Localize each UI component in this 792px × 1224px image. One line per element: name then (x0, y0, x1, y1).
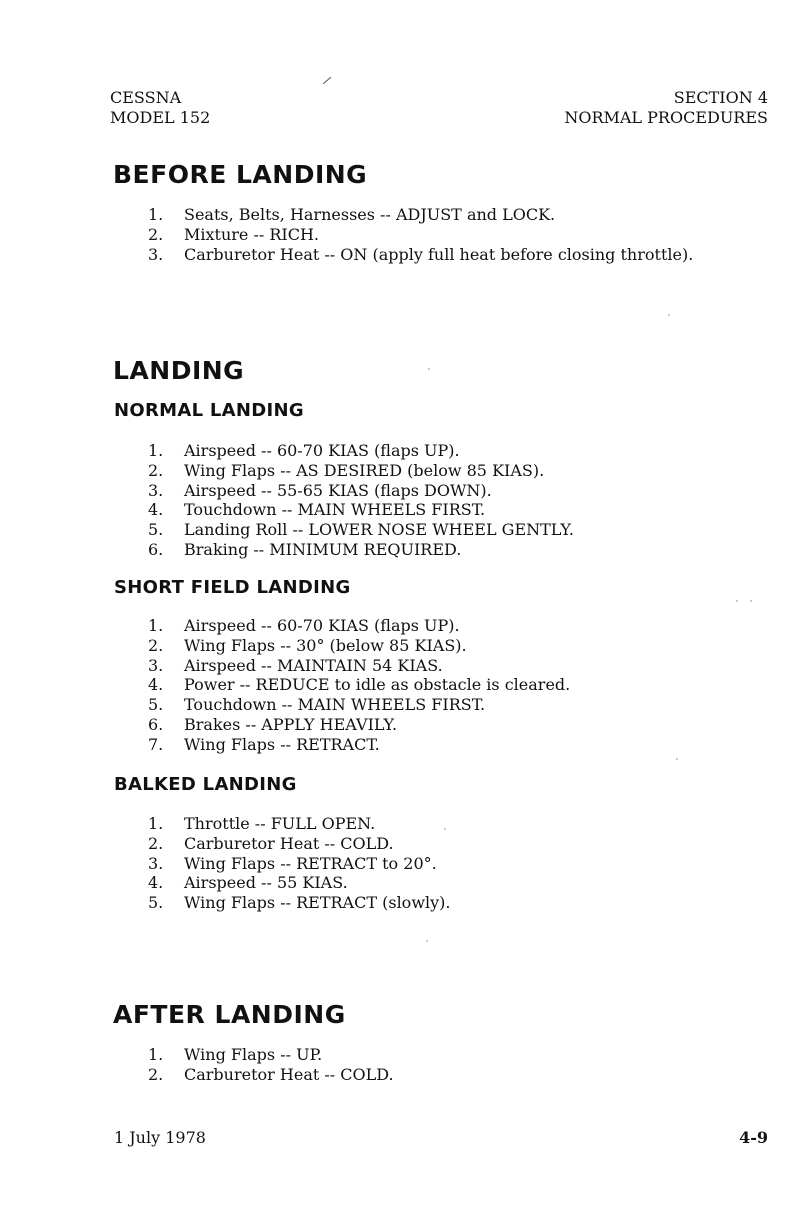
step-number: 3. (148, 655, 164, 675)
before-landing-heading: BEFORE LANDING (113, 160, 368, 189)
procedure-step (148, 735, 570, 755)
scan-speck (668, 314, 670, 316)
procedure-step (148, 245, 693, 265)
step-number: 7. (148, 734, 164, 754)
step-text: Wing Flaps -- RETRACT to 20°. (184, 853, 437, 873)
procedure-step (148, 636, 570, 656)
procedure-step (148, 656, 570, 676)
step-text: Mixture -- RICH. (184, 224, 320, 244)
header-right (564, 88, 768, 128)
procedure-step (148, 616, 570, 636)
step-number: 6. (148, 714, 164, 734)
step-number: 3. (148, 853, 164, 873)
step-number: 1. (148, 814, 164, 833)
procedure-step (148, 461, 574, 481)
step-number: 5. (148, 520, 164, 540)
procedure-step (148, 481, 574, 501)
step-text: Wing Flaps -- AS DESIRED (below 85 KIAS). (184, 460, 545, 480)
step-text: Landing Roll -- LOWER NOSE WHEEL GENTLY. (184, 520, 574, 540)
header-left (110, 88, 210, 128)
procedure-step (148, 441, 574, 461)
procedure-step (148, 520, 574, 540)
procedure-step (148, 715, 570, 735)
step-text: Wing Flaps -- RETRACT (slowly). (184, 893, 451, 913)
procedure-step (148, 893, 451, 913)
step-text: Braking -- MINIMUM REQUIRED. (184, 539, 462, 559)
step-text: Airspeed -- 60-70 KIAS (flaps UP). (184, 441, 460, 460)
procedure-step (148, 675, 570, 695)
balked-landing-heading: BALKED LANDING (114, 774, 297, 795)
header-model: MODEL 152 (110, 108, 211, 127)
procedure-step (148, 225, 693, 245)
scan-speck (426, 940, 428, 942)
header-manufacturer: CESSNA (110, 88, 182, 107)
step-text: Wing Flaps -- 30° (below 85 KIAS). (184, 635, 467, 655)
step-text: Carburetor Heat -- ON (apply full heat before closing throttle). (184, 244, 694, 264)
before-landing-list (148, 205, 693, 264)
step-number: 1. (148, 616, 164, 635)
step-text: Wing Flaps -- UP. (184, 1045, 323, 1064)
step-number: 1. (148, 441, 164, 460)
step-text: Airspeed -- 60-70 KIAS (flaps UP). (184, 616, 460, 635)
step-number: 4. (148, 500, 164, 520)
header-section: SECTION 4 (673, 88, 768, 107)
after-landing-list (148, 1045, 394, 1085)
step-text: Airspeed -- 55-65 KIAS (flaps DOWN). (184, 480, 492, 500)
normal-landing-list (148, 441, 574, 560)
scan-speck (444, 828, 446, 830)
step-number: 2. (148, 224, 164, 244)
step-number: 6. (148, 539, 164, 559)
short-field-landing-heading: SHORT FIELD LANDING (114, 577, 351, 598)
step-number: 4. (148, 873, 164, 893)
procedure-step (148, 873, 451, 893)
step-text: Power -- REDUCE to idle as obstacle is cleared. (184, 675, 571, 695)
step-number: 1. (148, 1045, 164, 1064)
landing-heading: LANDING (113, 356, 245, 385)
step-text: Touchdown -- MAIN WHEELS FIRST. (184, 695, 486, 715)
step-number: 2. (148, 1064, 164, 1084)
step-number: 3. (148, 480, 164, 500)
step-text: Airspeed -- 55 KIAS. (184, 873, 348, 893)
step-text: Touchdown -- MAIN WHEELS FIRST. (184, 500, 486, 520)
step-number: 2. (148, 833, 164, 853)
page-number: 4-9 (739, 1128, 768, 1147)
stray-mark (323, 77, 331, 84)
scan-speck (736, 600, 738, 602)
balked-landing-list (148, 814, 451, 913)
step-number: 2. (148, 460, 164, 480)
procedure-step (148, 695, 570, 715)
scan-speck (750, 600, 752, 602)
procedure-step (148, 814, 451, 834)
header-section-title: NORMAL PROCEDURES (564, 108, 768, 127)
after-landing-heading: AFTER LANDING (113, 1000, 346, 1029)
footer-date: 1 July 1978 (114, 1128, 206, 1147)
step-text: Brakes -- APPLY HEAVILY. (184, 714, 398, 734)
procedure-step (148, 834, 451, 854)
scan-speck (676, 758, 678, 760)
step-text: Throttle -- FULL OPEN. (184, 814, 376, 833)
step-number: 5. (148, 893, 164, 913)
short-field-landing-list (148, 616, 570, 755)
procedure-step (148, 1065, 394, 1085)
normal-landing-heading: NORMAL LANDING (114, 400, 304, 421)
procedure-step (148, 205, 693, 225)
scan-speck (428, 368, 430, 370)
step-text: Wing Flaps -- RETRACT. (184, 734, 380, 754)
step-text: Airspeed -- MAINTAIN 54 KIAS. (184, 655, 443, 675)
step-number: 2. (148, 635, 164, 655)
procedure-step (148, 500, 574, 520)
step-number: 5. (148, 695, 164, 715)
step-text: Seats, Belts, Harnesses -- ADJUST and LOCK. (184, 205, 556, 224)
step-number: 1. (148, 205, 164, 224)
procedure-step (148, 540, 574, 560)
procedure-step (148, 1045, 394, 1065)
step-number: 3. (148, 244, 164, 264)
step-text: Carburetor Heat -- COLD. (184, 1064, 394, 1084)
step-number: 4. (148, 675, 164, 695)
step-text: Carburetor Heat -- COLD. (184, 833, 394, 853)
procedure-step (148, 854, 451, 874)
